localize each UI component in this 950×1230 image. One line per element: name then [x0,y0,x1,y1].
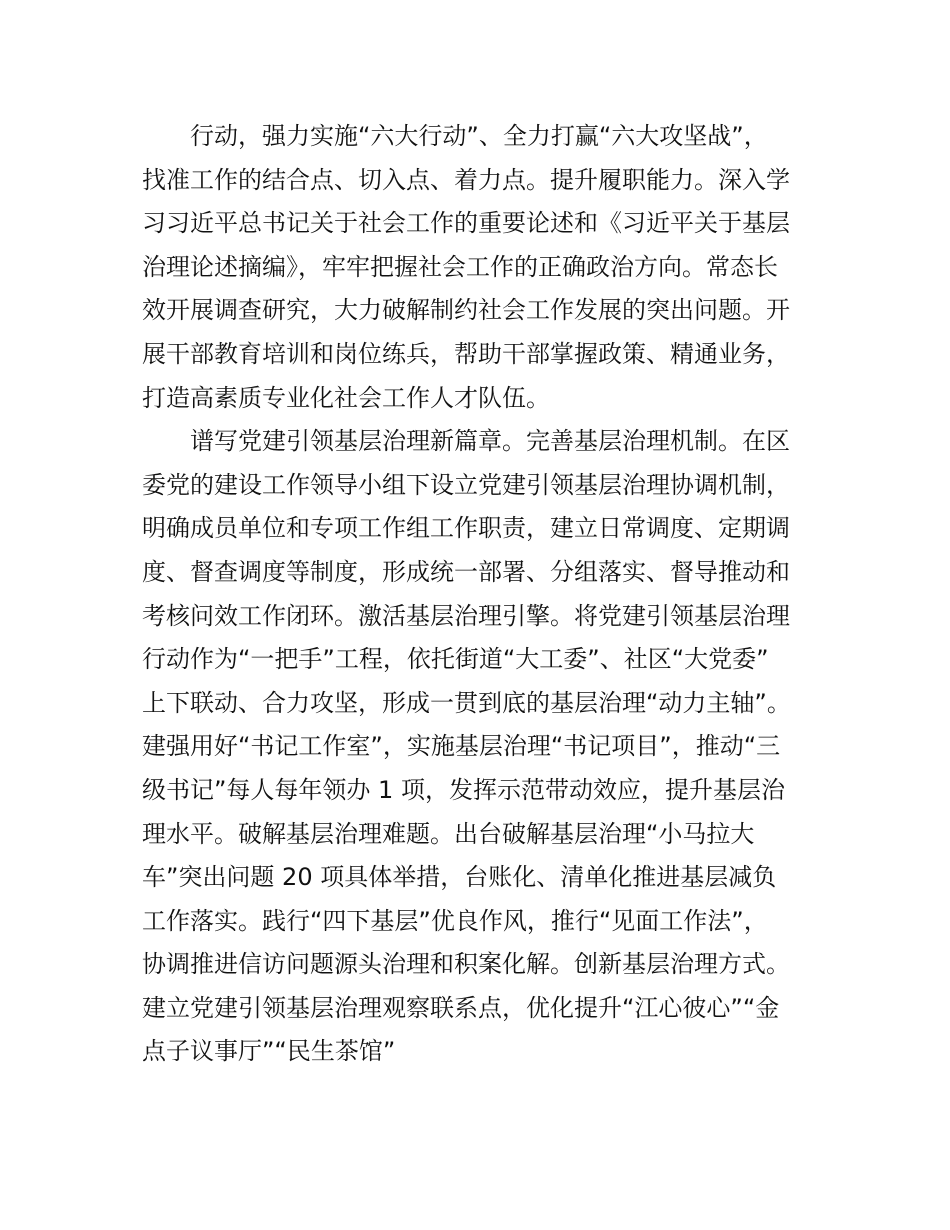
text-line: 行动作为“一把手”工程，依托街道“大工委”、社区“大党委” [142,645,769,674]
text-line: 习习近平总书记关于社会工作的重要论述和《习近平关于基层 [142,209,790,238]
text-line: 考核问效工作闭环。激活基层治理引擎。将党建引领基层治理 [142,601,790,630]
text-line: 级书记”每人每年领办 1 项，发挥示范带动效应，提升基层治 [142,775,785,804]
text-line: 协调推进信访问题源头治理和积案化解。创新基层治理方式。 [142,950,790,979]
text-line: 建强用好“书记工作室”，实施基层治理“书记项目”，推动“三 [142,732,781,761]
text-line: 打造高素质专业化社会工作人才队伍。 [142,383,550,412]
text-line: 委党的建设工作领导小组下设立党建引领基层治理协调机制， [142,470,790,499]
paragraph-1 [142,115,832,420]
text-line: 建立党建引领基层治理观察联系点，优化提升“江心彼心”“金 [142,993,780,1022]
paragraph-2 [142,420,832,1074]
text-line: 行动，强力实施“六大行动”、全力打赢“六大攻坚战”， [190,122,768,150]
text-line: 点子议事厅”“民生茶馆” [142,1037,396,1066]
text-line: 度、督查调度等制度，形成统一部署、分组落实、督导推动和 [142,557,790,586]
text-line: 车”突出问题 20 项具体举措，台账化、清单化推进基层减负 [142,863,777,892]
text-line: 效开展调查研究，大力破解制约社会工作发展的突出问题。开 [142,296,790,325]
text-line: 工作落实。践行“四下基层”优良作风，推行“见面工作法”， [142,906,768,935]
text-line: 治理论述摘编》，牢牢把握社会工作的正确政治方向。常态长 [142,252,778,281]
text-line: 明确成员单位和专项工作组工作职责，建立日常调度、定期调 [142,514,790,543]
text-line: 找准工作的结合点、切入点、着力点。提升履职能力。深入学 [142,165,790,194]
text-line: 理水平。破解基层治理难题。出台破解基层治理“小马拉大 [142,819,755,848]
body-text [142,115,832,1074]
text-line: 谱写党建引领基层治理新篇章。完善基层治理机制。在区 [190,427,790,456]
text-line: 上下联动、合力攻坚，形成一贯到底的基层治理“动力主轴”。 [142,688,791,717]
text-line: 展干部教育培训和岗位练兵，帮助干部掌握政策、精通业务， [142,339,790,368]
